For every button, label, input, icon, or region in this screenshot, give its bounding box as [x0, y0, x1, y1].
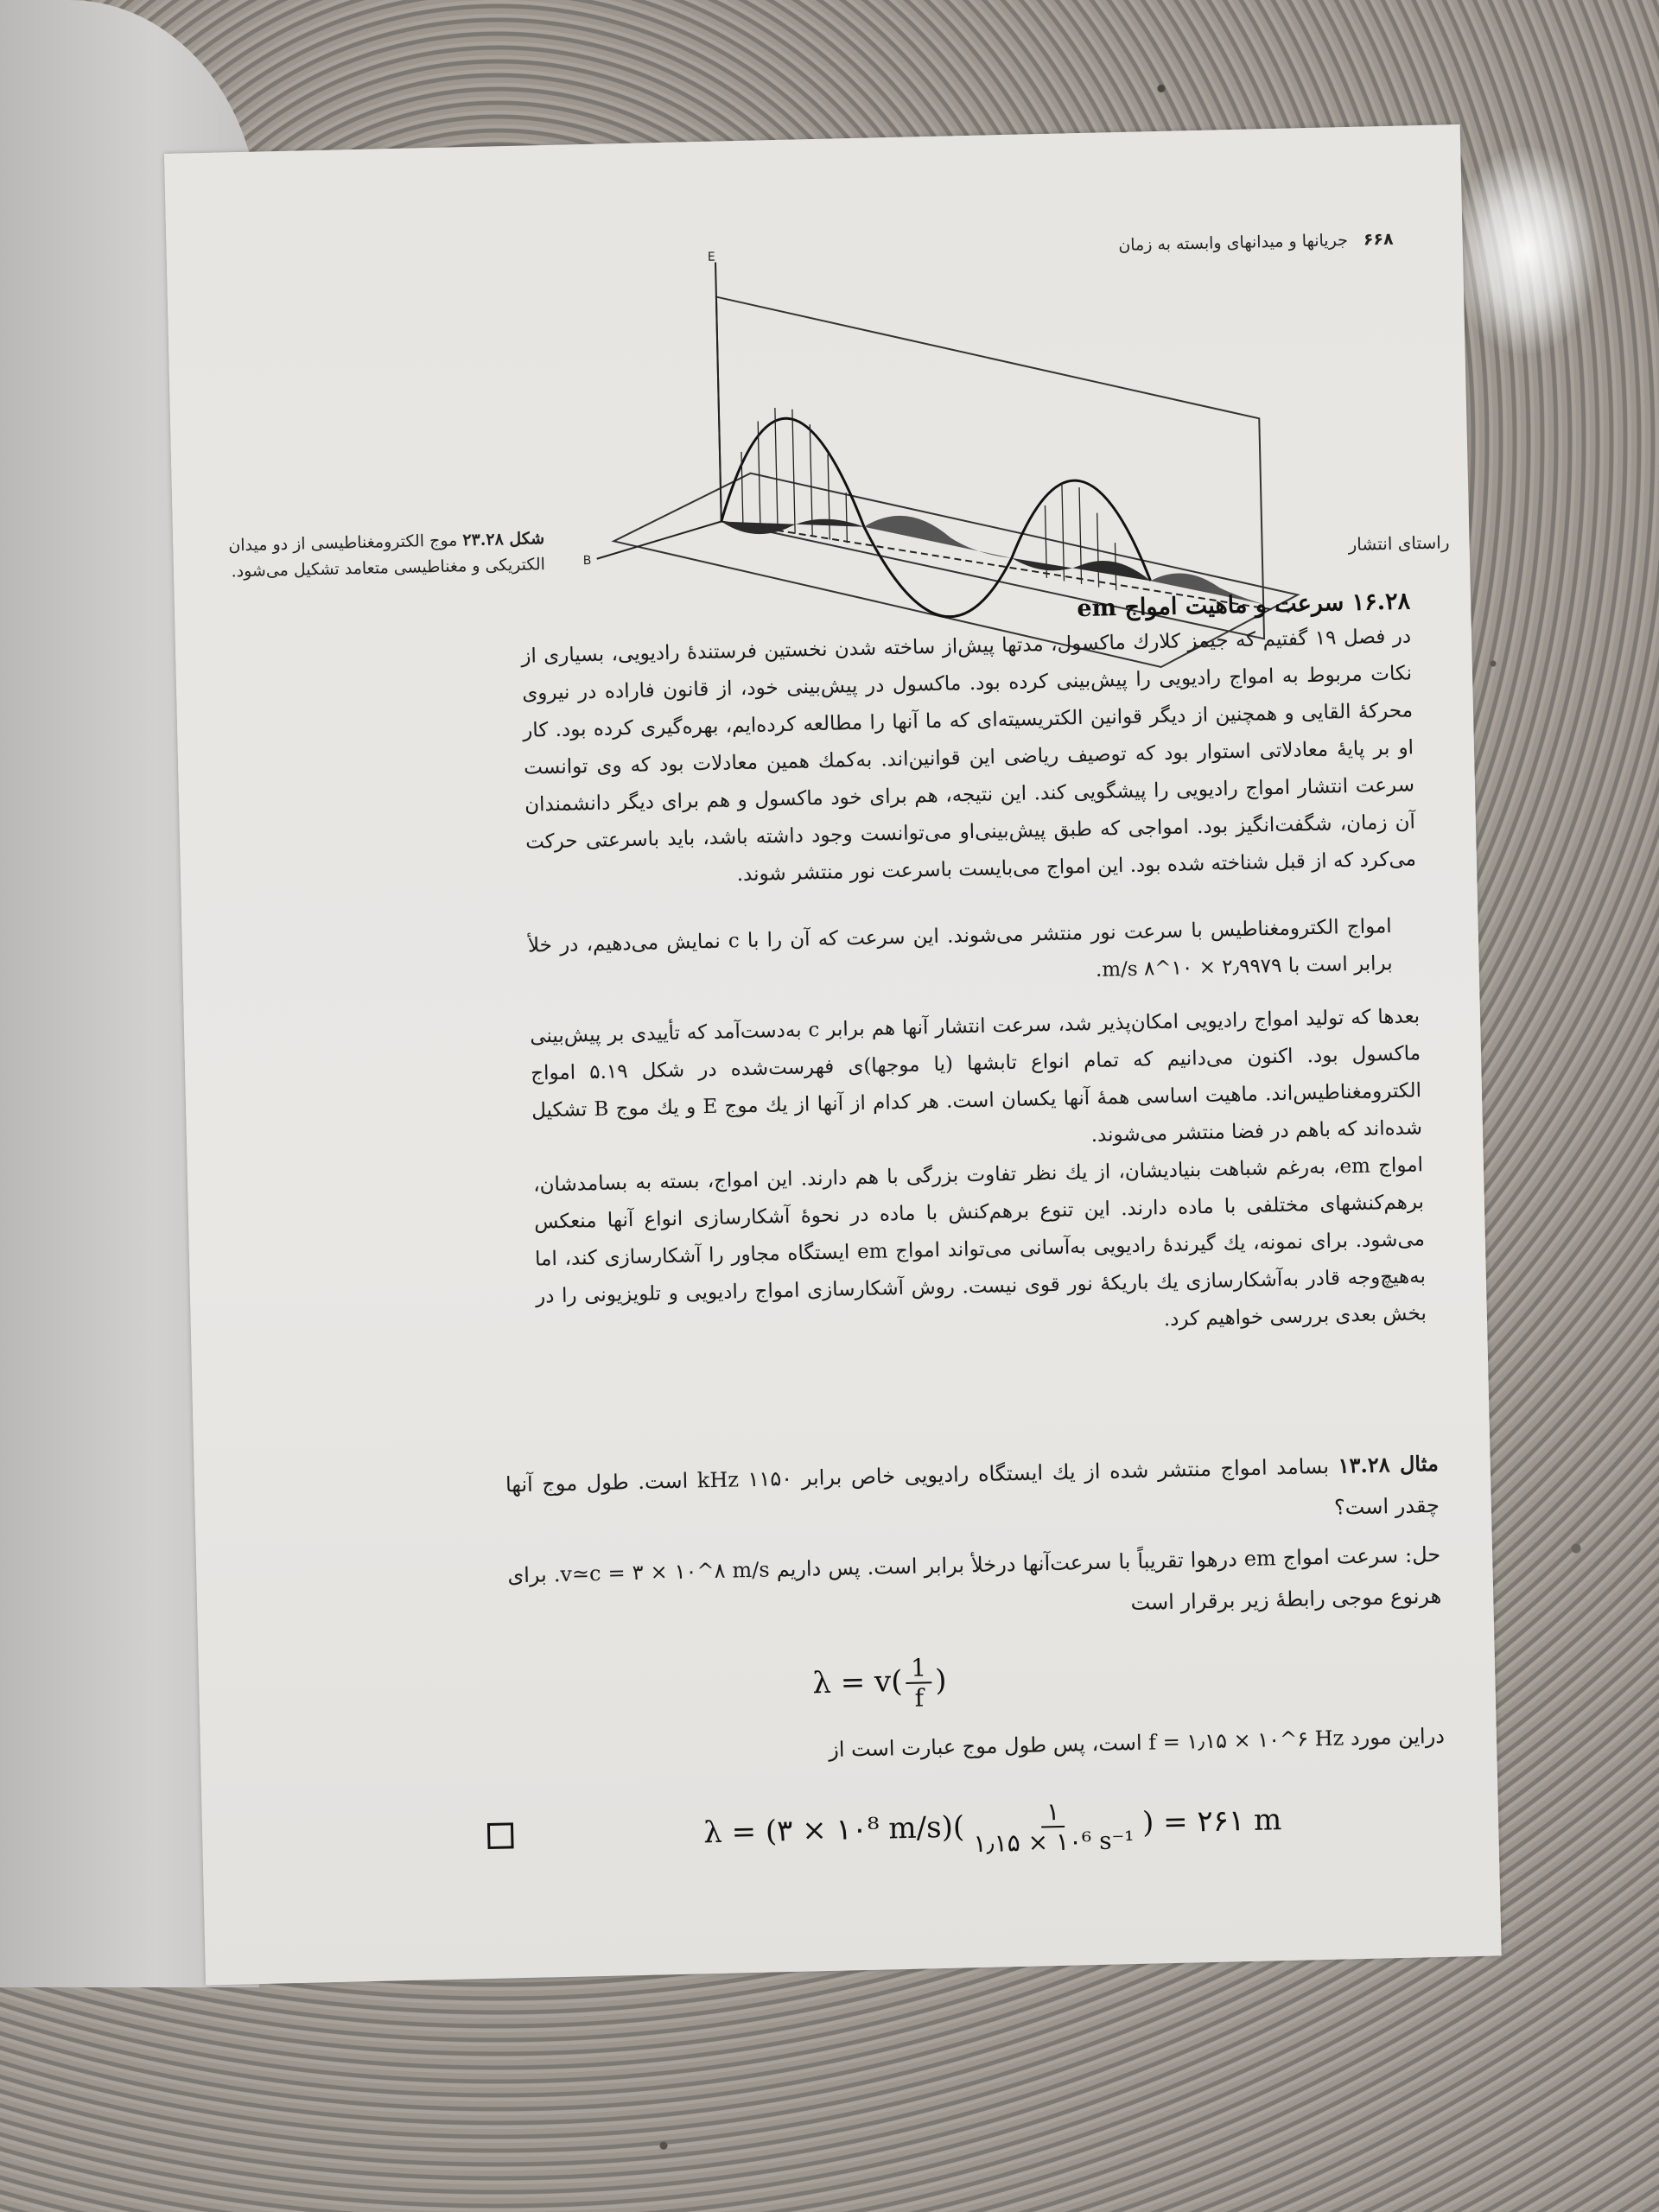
paragraph-3: [530, 998, 1427, 1352]
running-title: جریانها و میدانهای وابسته به زمان: [1118, 230, 1349, 255]
formula1-fraction: [906, 1653, 932, 1713]
paragraph-3b: امواج em، به‌رغم شباهت بنیادیشان، از یك نظر تفاوت بزرگی با هم دارند. این امواج، بسته به بسامدشان، برهم‌کنشهای مختلفی با ماده دارند. این تنوع برهم‌کنش با ماده در نحوهٔ آشکارسازی انواع آنها منعکس می‌شود. برای نمونه، یك گیرندهٔ رادیویی به‌آسانی می‌تواند امواج em ایستگاه مجاور را آشکارسازی کند، اما به‌هیچ‌وجه قادر به‌آشکارسازی یك باریکهٔ نور قوی نیست. روش آشکارسازی امواج رادیویی و تلویزیونی را در بخش بعدی بررسی خواهیم کرد.: [532, 1154, 1427, 1332]
example-block: [505, 1443, 1440, 1547]
book-page: [164, 124, 1502, 1985]
axis-b-label: B: [582, 553, 592, 569]
example-lead: مثال ۱۳.۲۸: [1338, 1450, 1440, 1478]
solution-text: حل: سرعت امواج em درهوا تقریباً با سرعت‌آنها درخلأ برابر است. پس داریم v≃c = ۳ × ۱۰^۸ m/s. برای هرنوع موجی رابطهٔ زیر برقرار است: [507, 1541, 1442, 1616]
formula2-right: ) = ۲۶۱ m: [1141, 1802, 1282, 1840]
qed-box-icon: [487, 1822, 514, 1849]
propagation-direction-label: راستای انتشار: [1348, 531, 1450, 556]
figure-caption: [173, 525, 545, 586]
solution-line-3: دراین مورد f = ۱٫۱۵ × ۱۰^۶ Hz است، پس طول موج عبارت است از: [828, 1723, 1446, 1763]
formula1-numerator: 1: [906, 1653, 932, 1684]
formula2-fraction: [967, 1796, 1140, 1858]
figure-caption-lead: شکل ۲۳.۲۸: [462, 529, 545, 550]
page-number: ۶۶۸: [1363, 229, 1394, 250]
example-text: بسامد امواج منتشر شده از یك ایستگاه رادیویی خاص برابر ۱۱۵۰ kHz است. طول موج آنها چقدر است؟: [505, 1453, 1440, 1520]
formula2-left: λ = (۳ × ۱۰⁸ m/s)(: [702, 1809, 965, 1851]
axis-e-label: E: [707, 250, 715, 264]
paragraph-3a: بعدها که تولید امواج رادیویی امکان‌پذیر شد، سرعت انتشار آنها هم برابر c به‌دست‌آمد که تأییدی بر پیش‌بینی ماکسول بود. اکنون می‌دانیم که تمام انواع تابشها (یا موجها)ی فهرست‌شده در شکل ۵.۱۹ امواج الکترومغناطیس‌اند. ماهیت اساسی همهٔ آنها یکسان است. هر کدام از آنها از یك موج E و یك موج B تشکیل شده‌اند که باهم در فضا منتشر می‌شوند.: [529, 1005, 1423, 1147]
paragraph-1: در فصل ۱۹ گفتیم که جیمز کلارك ماکسول، مدتها پیش‌از ساخته شدن نخستین فرستندهٔ رادیویی، بسیاری از نکات مربوط به امواج رادیویی را پیش‌بینی کرده بود. ماکسول در پیش‌بینی خود، از قانون فاراده در نیروی محرکهٔ القایی و همچنین از دیگر قوانین الکتریسیته‌ای که ما آنها را مطالعه کرده‌ایم، بهره‌گیری کرده بود. کار او بر پایهٔ معادلاتی استوار بود که توصیف ریاضی این قوانین‌اند. به‌کمك همین معادلات بود که وی توانست سرعت انتشار امواج رادیویی را پیشگویی کند. این نتیجه، هم برای خود ماکسول و هم برای دیگر دانشمندان آن زمان، شگفت‌انگیز بود. امواجی که طبق پیش‌بینی‌او می‌توانست وجود داشته باشد، باید باسرعتی حرکت می‌کرد که از قبل شناخته شده بود. این امواج می‌بایست باسرعت نور منتشر شوند.: [521, 625, 1417, 887]
formula-result: [703, 1792, 1283, 1864]
formula1-denominator: f: [914, 1683, 925, 1713]
paragraph-highlight: امواج الکترومغناطیس با سرعت نور منتشر می‌شوند. این سرعت که آن را با c نمایش می‌دهیم، در خلأ برابر است با ۲٫۹۹۷۹ × ۱۰^۸ m/s.: [527, 915, 1393, 982]
formula-wavelength: [812, 1653, 948, 1715]
formula2-denominator: ۱٫۱۵ × ۱۰⁶ s⁻¹: [973, 1826, 1135, 1859]
formula2-numerator: ۱: [1041, 1797, 1065, 1828]
light-glare: [1452, 147, 1599, 354]
figure-caption-text: موج الکترومغناطیسی از دو میدان الکتریکی و مغناطیسی متعامد تشکیل می‌شود.: [228, 531, 546, 582]
formula1-left: λ = v(: [811, 1664, 903, 1701]
formula1-right: ): [934, 1662, 947, 1699]
section-title: ۱۶.۲۸ سرعت و ماهیت امواج em: [1077, 588, 1411, 623]
